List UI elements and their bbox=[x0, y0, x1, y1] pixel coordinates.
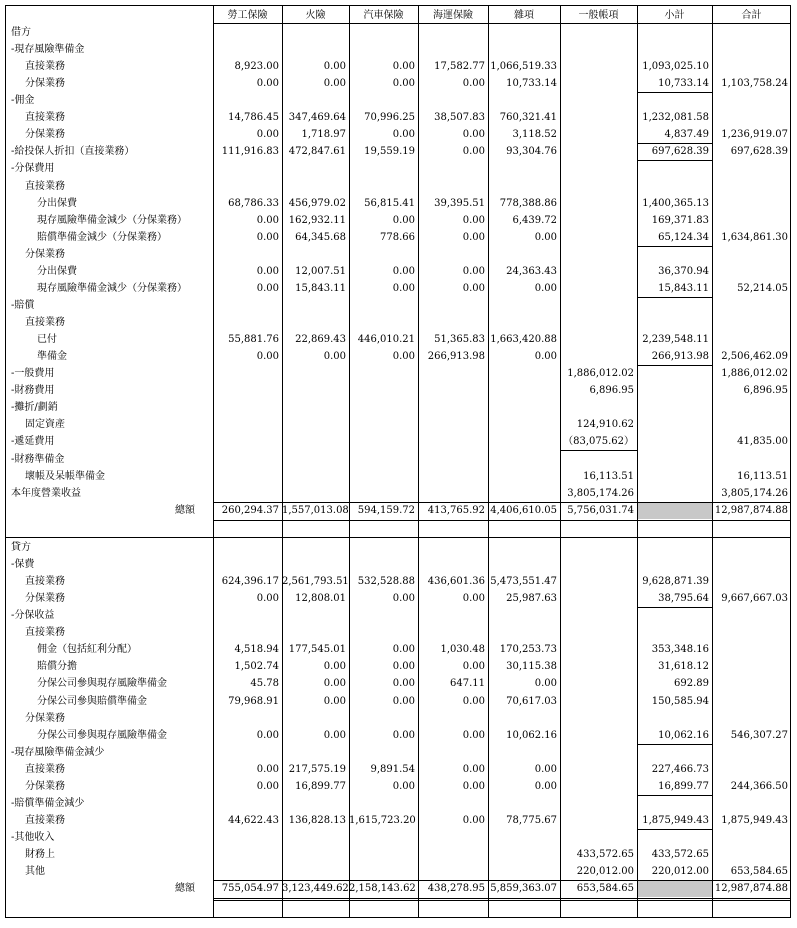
value-cell: 3,118.52 bbox=[512, 129, 557, 140]
row-label: 本年度營業收益 bbox=[11, 488, 81, 499]
value-cell: 653,584.65 bbox=[576, 883, 634, 894]
value-cell: 22,869.43 bbox=[295, 334, 346, 345]
value-cell: 1,400,365.13 bbox=[642, 198, 709, 209]
value-cell: 8,923.00 bbox=[234, 61, 279, 72]
row-label: 分保業務 bbox=[25, 129, 65, 140]
row-label: 直接業務 bbox=[25, 576, 65, 587]
row-label: -一般費用 bbox=[11, 368, 55, 379]
value-cell: 0.00 bbox=[392, 61, 415, 72]
value-cell: 0.00 bbox=[323, 61, 346, 72]
value-cell: 9,891.54 bbox=[370, 764, 415, 775]
value-cell: 24,363.43 bbox=[506, 266, 557, 277]
row-label: 分保業務 bbox=[25, 713, 65, 724]
value-cell: 0.00 bbox=[256, 232, 279, 243]
row-label: 分保業務 bbox=[25, 781, 65, 792]
column-header: 海運保險 bbox=[433, 10, 473, 21]
value-cell: 594,159.72 bbox=[357, 505, 415, 516]
value-cell: 0.00 bbox=[534, 678, 557, 689]
value-cell: 1,502.74 bbox=[234, 661, 279, 672]
value-cell: 353,348.16 bbox=[651, 644, 709, 655]
row-label: 直接業務 bbox=[25, 112, 65, 123]
column-header: 合計 bbox=[741, 10, 762, 21]
value-cell: 10,733.14 bbox=[658, 78, 709, 89]
value-cell: 16,899.77 bbox=[295, 781, 346, 792]
value-cell: 266,913.98 bbox=[651, 351, 709, 362]
value-cell: 778,388.86 bbox=[499, 198, 557, 209]
value-cell: 0.00 bbox=[534, 283, 557, 294]
total-bottom-rule bbox=[213, 520, 791, 521]
section-title: 借方 bbox=[11, 27, 31, 38]
value-cell: 5,473,551.47 bbox=[490, 576, 557, 587]
value-cell: 244,366.50 bbox=[730, 781, 788, 792]
subtotal-underline bbox=[637, 744, 712, 745]
value-cell: 1,663,420.88 bbox=[490, 334, 557, 345]
value-cell: 0.00 bbox=[392, 129, 415, 140]
subtotal-underline bbox=[637, 92, 712, 93]
value-cell: 70,996.25 bbox=[364, 112, 415, 123]
value-cell: 0.00 bbox=[462, 266, 485, 277]
row-label: -佣金 bbox=[11, 95, 35, 106]
value-cell: 16,113.51 bbox=[737, 471, 788, 482]
row-label: 賠償準備金減少（分保業務） bbox=[37, 232, 167, 243]
value-cell: 4,406,610.05 bbox=[490, 505, 557, 516]
value-cell: 111,916.83 bbox=[221, 146, 279, 157]
value-cell: 0.00 bbox=[323, 351, 346, 362]
value-cell: 3,805,174.26 bbox=[721, 488, 788, 499]
row-label: -現存風險準備金減少 bbox=[11, 747, 105, 758]
value-cell: 0.00 bbox=[462, 781, 485, 792]
value-cell: 4,518.94 bbox=[234, 644, 279, 655]
row-label: -賠償 bbox=[11, 300, 35, 311]
total-label: 總額 bbox=[175, 883, 195, 894]
value-cell: 0.00 bbox=[462, 815, 485, 826]
value-cell: 1,615,723.20 bbox=[349, 815, 416, 826]
row-label: -財務準備金 bbox=[11, 454, 65, 465]
value-cell: 0.00 bbox=[256, 730, 279, 741]
value-cell: 0.00 bbox=[462, 78, 485, 89]
value-cell: 0.00 bbox=[462, 232, 485, 243]
value-cell: 0.00 bbox=[392, 730, 415, 741]
value-cell: 0.00 bbox=[323, 678, 346, 689]
row-label: 直接業務 bbox=[25, 815, 65, 826]
value-cell: 6,896.95 bbox=[743, 385, 788, 396]
value-cell: 10,733.14 bbox=[506, 78, 557, 89]
column-header: 火險 bbox=[305, 10, 326, 21]
value-cell: 3,805,174.26 bbox=[567, 488, 634, 499]
value-cell: 19,559.19 bbox=[364, 146, 415, 157]
row-label: -賠償準備金減少 bbox=[11, 798, 85, 809]
row-label: 固定資產 bbox=[25, 419, 65, 430]
value-cell: 0.00 bbox=[256, 593, 279, 604]
value-cell: 12,987,874.88 bbox=[714, 505, 788, 516]
value-cell: 36,370.94 bbox=[658, 266, 709, 277]
value-cell: 78,775.67 bbox=[506, 815, 557, 826]
value-cell: 16,899.77 bbox=[658, 781, 709, 792]
row-label: -分保收益 bbox=[11, 610, 55, 621]
value-cell: 0.00 bbox=[392, 661, 415, 672]
value-cell: 755,054.97 bbox=[221, 883, 279, 894]
row-label: -給投保人折扣（直接業務） bbox=[11, 146, 135, 157]
value-cell: 38,507.83 bbox=[434, 112, 485, 123]
row-label: -分保費用 bbox=[11, 163, 55, 174]
value-cell: 260,294.37 bbox=[221, 505, 279, 516]
section-separator bbox=[6, 537, 790, 538]
value-cell: 1,232,081.58 bbox=[642, 112, 709, 123]
value-cell: 5,859,363.07 bbox=[490, 883, 557, 894]
value-cell: 1,886,012.02 bbox=[567, 368, 634, 379]
value-cell: 9,667,667.03 bbox=[721, 593, 788, 604]
value-cell: 546,307.27 bbox=[730, 730, 788, 741]
row-label: 分保公司參與現存風險準備金 bbox=[37, 730, 167, 741]
value-cell: 778.66 bbox=[380, 232, 415, 243]
value-cell: 0.00 bbox=[462, 283, 485, 294]
value-cell: 438,278.95 bbox=[427, 883, 485, 894]
value-cell: 0.00 bbox=[256, 781, 279, 792]
value-cell: 169,371.83 bbox=[651, 215, 709, 226]
value-cell: 0.00 bbox=[256, 129, 279, 140]
subtotal-underline bbox=[637, 829, 712, 830]
value-cell: 0.00 bbox=[392, 593, 415, 604]
value-cell: 5,756,031.74 bbox=[567, 505, 634, 516]
value-cell: 0.00 bbox=[256, 351, 279, 362]
value-cell: 3,123,449.62 bbox=[282, 883, 349, 894]
row-label: 直接業務 bbox=[25, 317, 65, 328]
value-cell: 413,765.92 bbox=[427, 505, 485, 516]
value-cell: （83,075.62） bbox=[563, 436, 634, 447]
value-cell: 38,795.64 bbox=[658, 593, 709, 604]
value-cell: 15,843.11 bbox=[295, 283, 346, 294]
value-cell: 1,886,012.02 bbox=[721, 368, 788, 379]
row-label: 分保公司參與賠償準備金 bbox=[37, 696, 147, 707]
value-cell: 0.00 bbox=[462, 661, 485, 672]
value-cell: 0.00 bbox=[534, 232, 557, 243]
value-cell: 1,030.48 bbox=[440, 644, 485, 655]
value-cell: 6,439.72 bbox=[512, 215, 557, 226]
value-cell: 653,584.65 bbox=[730, 866, 788, 877]
row-label: -其他收入 bbox=[11, 832, 55, 843]
row-label: 分出保費 bbox=[37, 198, 77, 209]
value-cell: 177,545.01 bbox=[288, 644, 346, 655]
section-title: 貸方 bbox=[11, 542, 31, 553]
value-cell: 0.00 bbox=[323, 696, 346, 707]
value-cell: 0.00 bbox=[323, 730, 346, 741]
value-cell: 0.00 bbox=[392, 696, 415, 707]
row-label: 準備金 bbox=[37, 351, 67, 362]
value-cell: 9,628,871.39 bbox=[642, 576, 709, 587]
value-cell: 10,062.16 bbox=[506, 730, 557, 741]
value-cell: 1,634,861.30 bbox=[721, 232, 788, 243]
value-cell: 0.00 bbox=[256, 215, 279, 226]
value-cell: 0.00 bbox=[392, 215, 415, 226]
row-label: 直接業務 bbox=[25, 181, 65, 192]
value-cell: 0.00 bbox=[323, 661, 346, 672]
value-cell: 30,115.38 bbox=[506, 661, 557, 672]
row-label: 現存風險準備金減少（分保業務） bbox=[37, 283, 187, 294]
row-label: 財務上 bbox=[25, 849, 55, 860]
subtotal-underline bbox=[637, 160, 712, 161]
value-cell: 55,881.76 bbox=[228, 334, 279, 345]
row-label: 分保公司參與現存風險準備金 bbox=[37, 678, 167, 689]
value-cell: 162,932.11 bbox=[288, 215, 346, 226]
row-label: 已付 bbox=[37, 334, 57, 345]
value-cell: 532,528.88 bbox=[357, 576, 415, 587]
value-cell: 56,815.41 bbox=[364, 198, 415, 209]
value-cell: 1,875,949.43 bbox=[721, 815, 788, 826]
value-cell: 79,968.91 bbox=[228, 696, 279, 707]
value-cell: 0.00 bbox=[256, 764, 279, 775]
value-cell: 1,557,013.08 bbox=[282, 505, 349, 516]
value-cell: 0.00 bbox=[462, 593, 485, 604]
value-cell: 456,979.02 bbox=[288, 198, 346, 209]
value-cell: 64,345.68 bbox=[295, 232, 346, 243]
value-cell: 16,113.51 bbox=[583, 471, 634, 482]
value-cell: 10,062.16 bbox=[658, 730, 709, 741]
value-cell: 0.00 bbox=[534, 351, 557, 362]
value-cell: 0.00 bbox=[256, 283, 279, 294]
value-cell: 39,395.51 bbox=[434, 198, 485, 209]
value-cell: 2,158,143.62 bbox=[349, 883, 416, 894]
value-cell: 0.00 bbox=[256, 78, 279, 89]
value-cell: 0.00 bbox=[462, 129, 485, 140]
row-label: -保費 bbox=[11, 559, 35, 570]
column-rule bbox=[560, 5, 561, 918]
value-cell: 1,103,758.24 bbox=[721, 78, 788, 89]
value-cell: 0.00 bbox=[462, 215, 485, 226]
row-label: 分保業務 bbox=[25, 249, 65, 260]
column-header: 勞工保險 bbox=[227, 10, 268, 21]
value-cell: 44,622.43 bbox=[228, 815, 279, 826]
row-label: 賠償分擔 bbox=[37, 661, 77, 672]
total-bottom-rule bbox=[213, 898, 791, 899]
value-cell: 2,561,793.51 bbox=[282, 576, 349, 587]
value-cell: 124,910.62 bbox=[576, 419, 634, 430]
value-cell: 52,214.05 bbox=[737, 283, 788, 294]
subtotal-underline bbox=[637, 365, 712, 366]
value-cell: 12,808.01 bbox=[295, 593, 346, 604]
value-cell: 0.00 bbox=[534, 764, 557, 775]
value-cell: 41,835.00 bbox=[737, 436, 788, 447]
total-shaded-cell bbox=[638, 881, 712, 897]
value-cell: 433,572.65 bbox=[651, 849, 709, 860]
value-cell: 4,837.49 bbox=[664, 129, 709, 140]
row-label: 現存風險準備金減少（分保業務） bbox=[37, 215, 187, 226]
value-cell: 15,843.11 bbox=[658, 283, 709, 294]
value-cell: 136,828.13 bbox=[288, 815, 346, 826]
value-cell: 220,012.00 bbox=[576, 866, 634, 877]
value-cell: 17,582.77 bbox=[434, 61, 485, 72]
subtotal-underline bbox=[637, 246, 712, 247]
row-label: -攤折/劃銷 bbox=[11, 402, 58, 413]
header-divider bbox=[213, 23, 791, 24]
value-cell: 0.00 bbox=[323, 78, 346, 89]
value-cell: 68,786.33 bbox=[228, 198, 279, 209]
value-cell: 0.00 bbox=[534, 781, 557, 792]
value-cell: 45.78 bbox=[250, 678, 279, 689]
value-cell: 1,093,025.10 bbox=[642, 61, 709, 72]
value-cell: 436,601.36 bbox=[427, 576, 485, 587]
value-cell: 0.00 bbox=[392, 283, 415, 294]
value-cell: 0.00 bbox=[392, 351, 415, 362]
value-cell: 217,575.19 bbox=[288, 764, 346, 775]
value-cell: 6,896.95 bbox=[589, 385, 634, 396]
value-cell: 0.00 bbox=[392, 678, 415, 689]
value-cell: 472,847.61 bbox=[288, 146, 346, 157]
subtotal-underline bbox=[637, 297, 712, 298]
row-label: 分保業務 bbox=[25, 78, 65, 89]
value-cell: 0.00 bbox=[256, 266, 279, 277]
row-label: 其他 bbox=[25, 866, 45, 877]
row-label: -遞延費用 bbox=[11, 436, 55, 447]
value-cell: 347,469.64 bbox=[288, 112, 346, 123]
value-cell: 0.00 bbox=[392, 78, 415, 89]
value-cell: 1,236,919.07 bbox=[721, 129, 788, 140]
value-cell: 0.00 bbox=[462, 764, 485, 775]
value-cell: 31,618.12 bbox=[658, 661, 709, 672]
value-cell: 93,304.76 bbox=[506, 146, 557, 157]
total-label: 總額 bbox=[175, 505, 195, 516]
row-label: 直接業務 bbox=[25, 627, 65, 638]
value-cell: 14,786.45 bbox=[228, 112, 279, 123]
value-cell: 0.00 bbox=[392, 781, 415, 792]
row-label: 壞帳及呆帳準備金 bbox=[25, 471, 105, 482]
subtotal-underline bbox=[637, 607, 712, 608]
column-header: 雜項 bbox=[514, 10, 534, 21]
value-cell: 692.89 bbox=[674, 678, 709, 689]
value-cell: 446,010.21 bbox=[357, 334, 415, 345]
column-header: 一般帳項 bbox=[578, 10, 619, 21]
row-label: 分出保費 bbox=[37, 266, 77, 277]
value-cell: 647.11 bbox=[450, 678, 485, 689]
value-cell: 266,913.98 bbox=[427, 351, 485, 362]
row-label: 分保業務 bbox=[25, 593, 65, 604]
column-header: 小計 bbox=[664, 10, 685, 21]
value-cell: 0.00 bbox=[462, 146, 485, 157]
value-cell: 0.00 bbox=[462, 696, 485, 707]
value-cell: 1,066,519.33 bbox=[490, 61, 557, 72]
row-label: -現存風險準備金 bbox=[11, 44, 85, 55]
value-cell: 220,012.00 bbox=[651, 866, 709, 877]
value-cell: 2,506,462.09 bbox=[721, 351, 788, 362]
value-cell: 170,253.73 bbox=[499, 644, 557, 655]
value-cell: 624,396.17 bbox=[221, 576, 279, 587]
row-label: 佣金（包括紅利分配） bbox=[37, 644, 137, 655]
total-shaded-cell bbox=[638, 503, 712, 519]
value-cell: 0.00 bbox=[392, 644, 415, 655]
row-label: 直接業務 bbox=[25, 764, 65, 775]
value-cell: 12,007.51 bbox=[295, 266, 346, 277]
value-cell: 1,718.97 bbox=[301, 129, 346, 140]
value-cell: 0.00 bbox=[462, 730, 485, 741]
column-header: 汽車保險 bbox=[363, 10, 404, 21]
value-cell: 1,875,949.43 bbox=[642, 815, 709, 826]
value-cell: 150,585.94 bbox=[651, 696, 709, 707]
value-cell: 25,987.63 bbox=[506, 593, 557, 604]
value-cell: 0.00 bbox=[392, 266, 415, 277]
value-cell: 433,572.65 bbox=[576, 849, 634, 860]
row-label: -財務費用 bbox=[11, 385, 55, 396]
value-cell: 65,124.34 bbox=[658, 232, 709, 243]
value-cell: 697,628.39 bbox=[730, 146, 788, 157]
value-cell: 227,466.73 bbox=[651, 764, 709, 775]
value-cell: 70,617.03 bbox=[506, 696, 557, 707]
subtotal-underline bbox=[560, 450, 637, 451]
value-cell: 697,628.39 bbox=[651, 146, 709, 157]
value-cell: 12,987,874.88 bbox=[714, 883, 788, 894]
value-cell: 51,365.83 bbox=[434, 334, 485, 345]
value-cell: 760,321.41 bbox=[499, 112, 557, 123]
subtotal-underline bbox=[637, 795, 712, 796]
value-cell: 2,239,548.11 bbox=[642, 334, 709, 345]
row-label: 直接業務 bbox=[25, 61, 65, 72]
total-double-rule bbox=[213, 900, 791, 901]
